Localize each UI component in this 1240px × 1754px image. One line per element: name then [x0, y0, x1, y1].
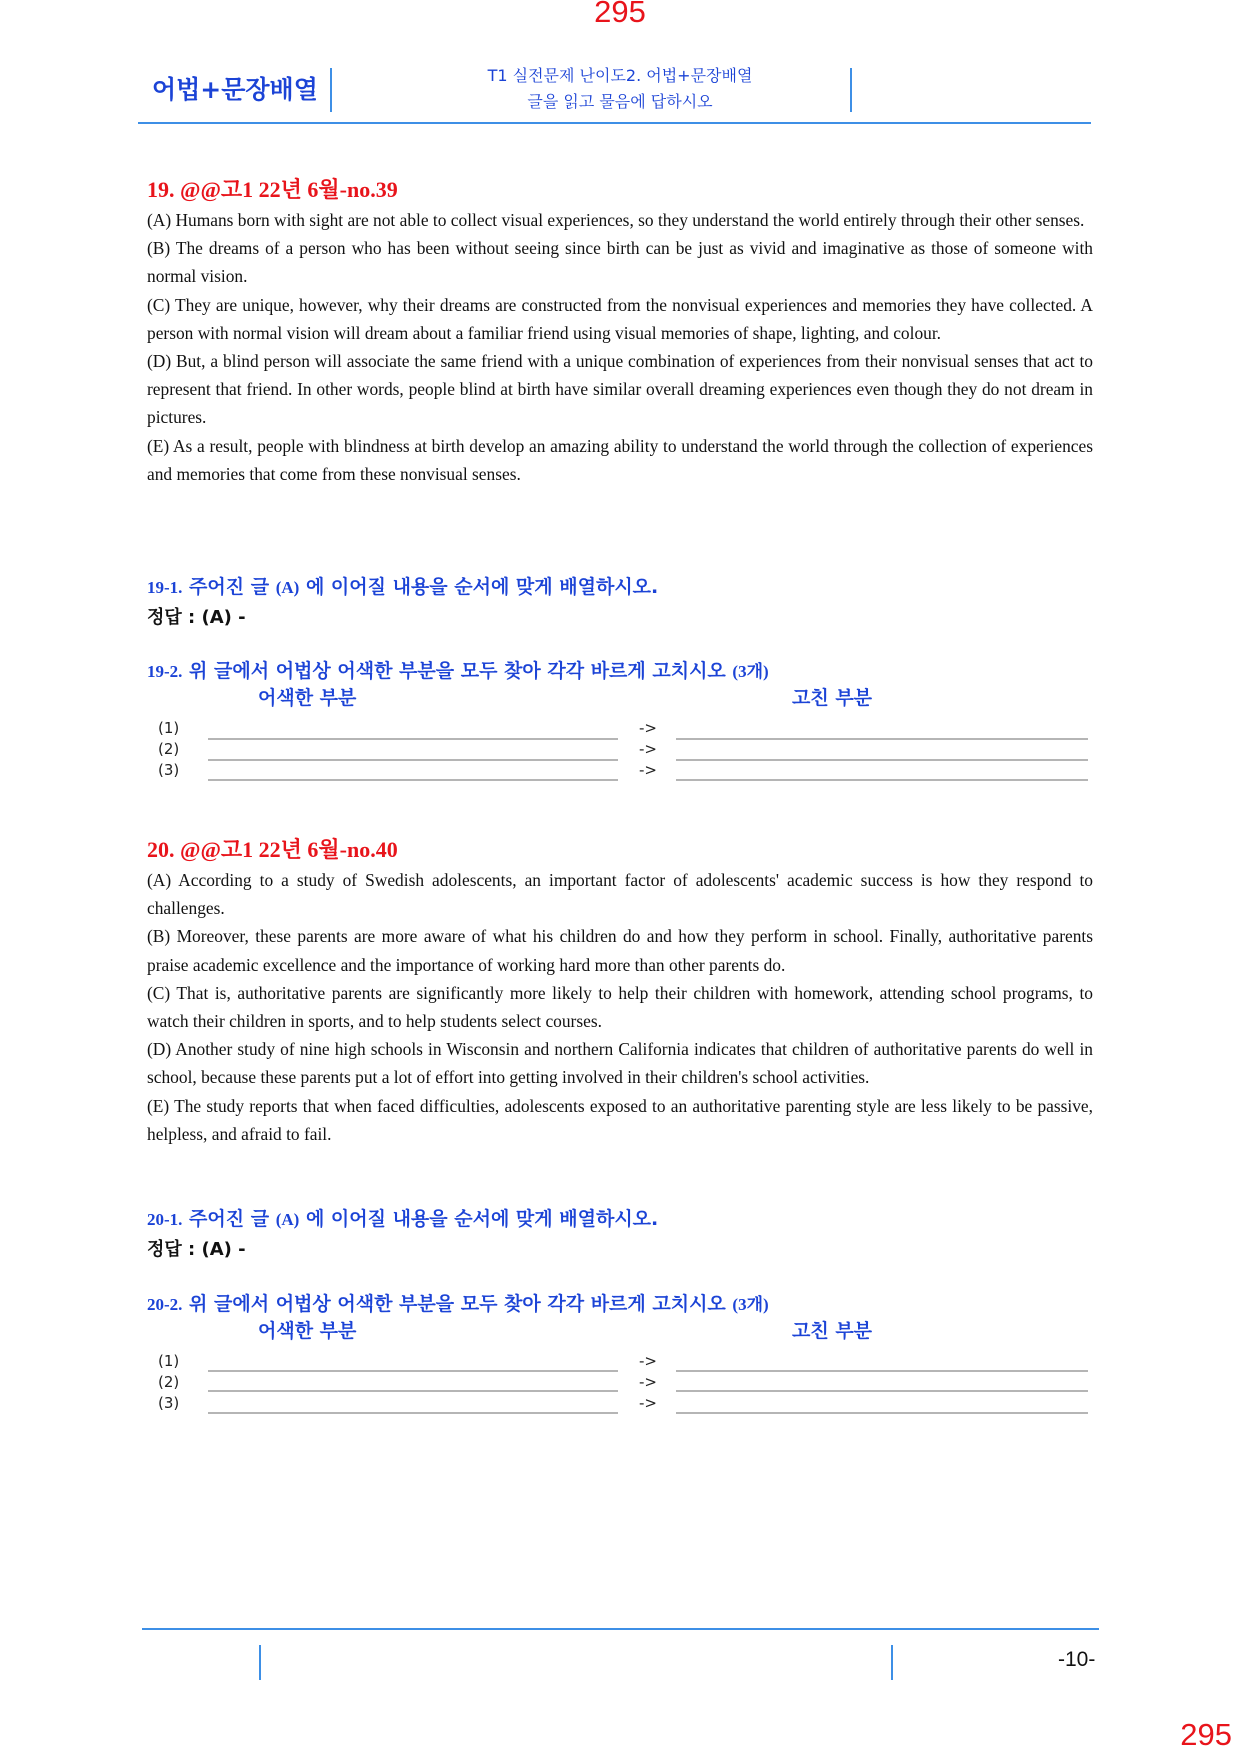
question-19-1-prompt: [147, 572, 658, 599]
corrected-part-label: 고친 부분: [792, 687, 873, 709]
question-20-passage: [147, 866, 1093, 1148]
row-number: (1): [158, 719, 180, 737]
arrow: ->: [639, 1352, 657, 1370]
footer-divider-left: [259, 1645, 261, 1680]
arrow: ->: [639, 761, 657, 779]
question-20-1-answer: 정답 : (A) -: [147, 1239, 246, 1260]
passage-paragraph: (C) They are unique, however, why their dreams are constructed from the nonvisual experiences and memories they have collected. A person with normal vision will dream about a familiar friend using visual memories of shape, lighting, and colour.: [147, 294, 1093, 343]
corrected-input-line-2[interactable]: [676, 759, 1088, 761]
passage-paragraph: (C) That is, authoritative parents are significantly more likely to help their children with homework, attending school programs, to watch their children in sports, and to help students select courses.: [147, 982, 1093, 1032]
awkward-input-line-2[interactable]: [208, 759, 618, 761]
passage-paragraph: (E) The study reports that when faced difficulties, adolescents exposed to an authoritative parenting style are less likely to be passive, helpless, and afraid to fail.: [147, 1095, 1093, 1144]
sub-question-text: 위 글에서 어법상 어색한 부분을 모두 찾아 각각 바르게 고치시오: [189, 660, 726, 682]
row-number: (2): [158, 740, 180, 758]
sub-question-paren: (A): [275, 1210, 300, 1229]
passage-paragraph: (D) Another study of nine high schools in Wisconsin and northern California indicates that children of authoritative parents do well in school, because these parents put a lot of effort into getting involved in their children's school activities.: [147, 1039, 1093, 1088]
awkward-input-line-1[interactable]: [208, 1370, 618, 1372]
passage-paragraph: (B) Moreover, these parents are more aware of what his children do and how they perform in school. Finally, authoritative parents praise academic excellence and the importance of working hard more than other parents do.: [147, 926, 1093, 975]
sub-question-number: 20-2.: [147, 1295, 183, 1314]
sub-question-text: 주어진 글: [189, 1208, 270, 1230]
arrow: ->: [639, 1373, 657, 1391]
question-19-title: 19. @@고1 22년 6월-no.39: [147, 177, 398, 202]
corrected-input-line-3[interactable]: [676, 1412, 1088, 1414]
page-number-bottom: 295: [1180, 1717, 1232, 1752]
question-20-title: 20. @@고1 22년 6월-no.40: [147, 837, 398, 862]
arrow: ->: [639, 719, 657, 737]
corrected-input-line-1[interactable]: [676, 1370, 1088, 1372]
question-19-2-prompt: [147, 656, 769, 683]
row-number: (3): [158, 1394, 180, 1412]
sub-question-text: 주어진 글: [189, 576, 270, 598]
footer-page-number: -10-: [1058, 1648, 1096, 1671]
awkward-input-line-3[interactable]: [208, 779, 618, 781]
corrected-input-line-2[interactable]: [676, 1390, 1088, 1392]
header-divider-right: [850, 68, 852, 112]
awkward-part-label: 어색한 부분: [258, 1320, 357, 1342]
passage-paragraph: (A) According to a study of Swedish adolescents, an important factor of adolescents' academic success is how they respond to challenges.: [147, 870, 1093, 919]
passage-paragraph: (E) As a result, people with blindness at birth develop an amazing ability to understand the world through the collection of experiences and memories that come from these nonvisual senses.: [147, 435, 1093, 484]
header-rule: [138, 122, 1091, 124]
passage-paragraph: (A) Humans born with sight are not able to collect visual experiences, so they understand the world entirely through their other senses.: [147, 210, 1085, 230]
passage-paragraph: (D) But, a blind person will associate the same friend with a unique combination of experiences from their nonvisual senses that act to represent that friend. In other words, people blind at birth have similar overall dreaming experiences even though they do not dream in pictures.: [147, 351, 1093, 428]
sub-question-paren: (A): [275, 578, 300, 597]
sub-question-text: 에 이어질 내용을 순서에 맞게 배열하시오.: [305, 576, 659, 598]
awkward-input-line-1[interactable]: [208, 738, 618, 740]
awkward-part-label: 어색한 부분: [258, 687, 357, 709]
row-number: (3): [158, 761, 180, 779]
question-19-1-answer: 정답 : (A) -: [147, 607, 246, 628]
corrected-input-line-3[interactable]: [676, 779, 1088, 781]
sub-question-text: 위 글에서 어법상 어색한 부분을 모두 찾아 각각 바르게 고치시오: [189, 1293, 726, 1315]
header-divider-left: [330, 68, 332, 112]
awkward-input-line-3[interactable]: [208, 1412, 618, 1414]
passage-paragraph: (B) The dreams of a person who has been without seeing since birth can be just as vivid and imaginative as those of someone with normal vision.: [147, 238, 1093, 287]
question-20-2-prompt: [147, 1289, 769, 1316]
question-20-1-prompt: [147, 1204, 658, 1231]
sub-question-count: (3개): [732, 662, 769, 681]
corrected-part-label: 고친 부분: [792, 1320, 873, 1342]
page-number-top: 295: [594, 0, 646, 29]
awkward-input-line-2[interactable]: [208, 1390, 618, 1392]
sub-question-number: 19-1.: [147, 578, 183, 597]
row-number: (1): [158, 1352, 180, 1370]
sub-question-number: 19-2.: [147, 662, 183, 681]
sub-question-text: 에 이어질 내용을 순서에 맞게 배열하시오.: [305, 1208, 659, 1230]
sub-question-count: (3개): [732, 1295, 769, 1314]
header-subtitle-line1: T1 실전문제 난이도2. 어법+문장배열: [487, 66, 753, 85]
footer-rule: [142, 1628, 1099, 1630]
corrected-input-line-1[interactable]: [676, 738, 1088, 740]
row-number: (2): [158, 1373, 180, 1391]
arrow: ->: [639, 740, 657, 758]
sub-question-number: 20-1.: [147, 1210, 183, 1229]
header-subtitle-line2: 글을 읽고 물음에 답하시오: [527, 92, 713, 111]
footer-divider-right: [891, 1645, 893, 1680]
header-title: 어법+문장배열: [152, 75, 318, 104]
arrow: ->: [639, 1394, 657, 1412]
question-19-passage: [147, 206, 1093, 488]
